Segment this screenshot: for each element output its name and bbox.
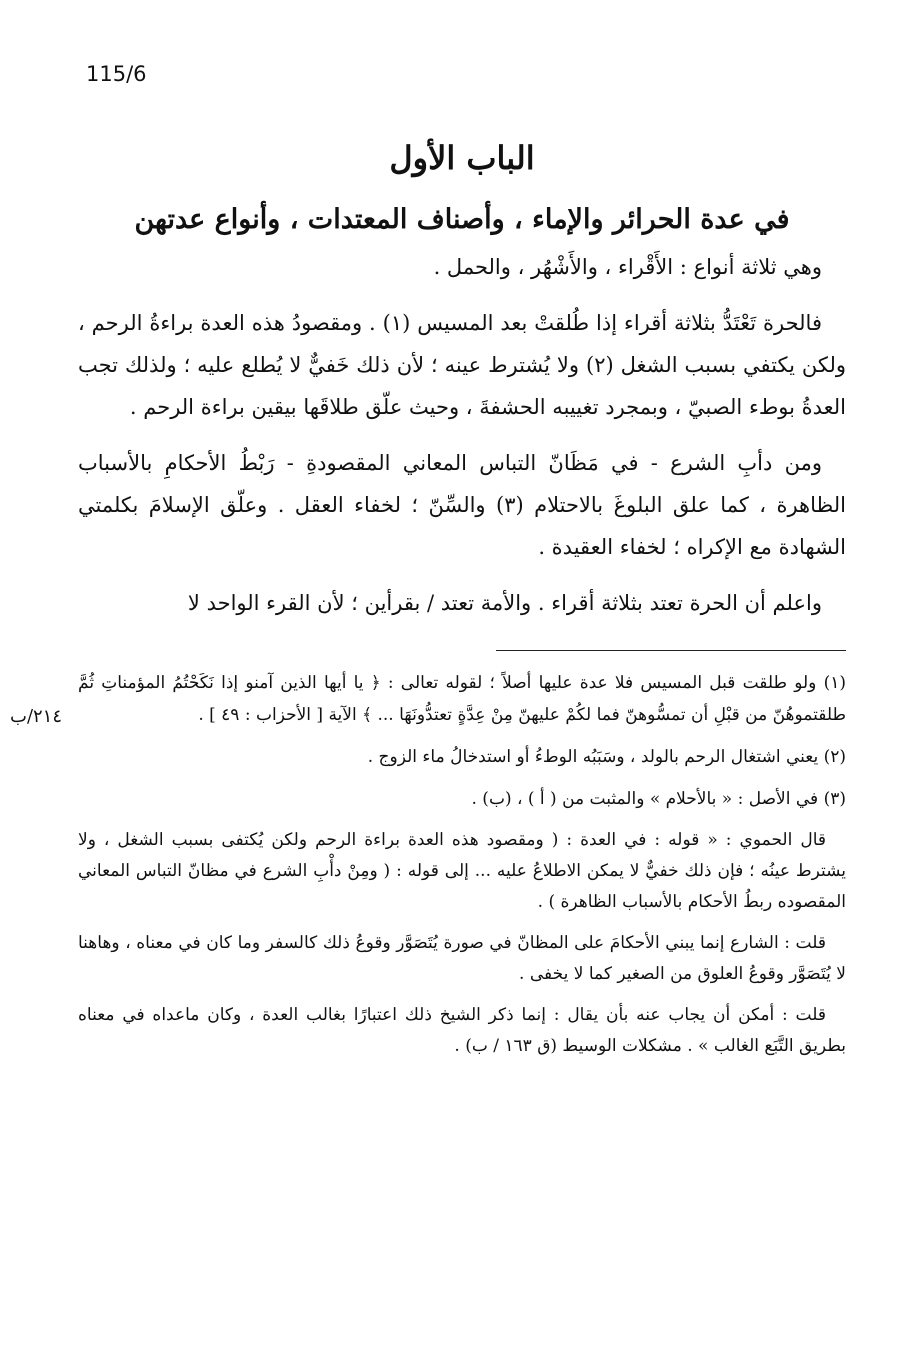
body-paragraph: ومن دأبِ الشرع - في مَظَانّ التباس المعاني المقصودةِ - رَبْطُ الأحكامِ بالأسباب الظاهرة ، كما علق البلوغَ بالاحتلام (٣) والسِّنّ ؛ لخفاء العقل . وعلّق الإسلامَ بكلمتي الشهادة مع الإكراه ؛ لخفاء العقيدة . (78, 451, 846, 559)
commentary-note: قلت : أمكن أن يجاب عنه بأن يقال : إنما ذكر الشيخ ذلك اعتبارًا بغالب العدة ، وكان ماعداه في معناه بطريق التَّبَع الغالب » . مشكلات الوسيط (ق ١٦٣ / ب) . (78, 1005, 846, 1056)
chapter-title: الباب الأول (389, 139, 535, 177)
footnote: (١) ولو طلقت قبل المسيس فلا عدة عليها أصلاً ؛ لقوله تعالى : ﴿ يا أيها الذين آمنو إذا نَكَحْتُمُ المؤمناتِ ثُمَّ طلقتموهُنّ من قبْلِ أن تمسُّوهنّ فما لكُمْ عليهنّ مِنْ عِدَّةٍ تعتدُّونَهَا ... ﴾ الآية [ الأحزاب : ٤٩ ] . (78, 673, 846, 725)
footnote: (٣) في الأصل : « بالأحلام » والمثبت من ( أ ) ، (ب) . (471, 789, 846, 809)
margin-folio-marker: ٢١٤/ب (10, 706, 63, 727)
body-paragraph: وهي ثلاثة أنواع : الأَقْراء ، والأَشْهُر ، والحمل . (433, 255, 822, 279)
section-title: في عدة الحرائر والإماء ، وأصناف المعتدات ، وأنواع عدتهن (134, 204, 790, 235)
body-paragraph: واعلم أن الحرة تعتد بثلاثة أقراء . والأمة تعتد / بقرأين ؛ لأن القرء الواحد لا (187, 591, 822, 615)
footnote-divider (496, 650, 846, 651)
footnote: (٢) يعني اشتغال الرحم بالولد ، وسَبَبُه الوطءُ أو استدخالُ ماء الزوج . (367, 747, 846, 767)
page-number: 115/6 (86, 62, 147, 86)
body-paragraph: فالحرة تَعْتَدُّ بثلاثة أقراء إذا طُلقتْ بعد المسيس (١) . ومقصودُ هذه العدة براءةُ الرحم ، ولكن يكتفي بسبب الشغل (٢) ولا يُشترط عينه ؛ لأن ذلك خَفيٌّ لا يُطلع عليه ؛ ولذلك تجب العدةُ بوطء الصبيّ ، وبمجرد تغييبه الحشفةَ ، وحيث علّق طلاقَها بيقين براءة الرحم . (78, 311, 846, 419)
page-content (78, 130, 846, 1072)
commentary-note: قلت : الشارع إنما يبني الأحكامَ على المظانّ في صورة يُتَصَوَّر وقوعُ ذلك كالسفر وما كان في معناه ، وهاهنا لا يُتَصَوَّر وقوعُ العلوق من الصغير كما لا يخفى . (78, 933, 846, 984)
commentary-note: قال الحموي : « قوله : في العدة : ( ومقصود هذه العدة براءة الرحم ولكن يُكتفى بسبب الشغل ، ولا يشترط عينُه ؛ فإن ذلك خفيٌّ لا يمكن الاطلاعُ عليه ... إلى قوله : ( ومِنْ دأْبِ الشرع في مظانّ التباس المعاني المقصوده ربطُ الأحكام بالأسباب الظاهرة ) . (78, 830, 846, 912)
